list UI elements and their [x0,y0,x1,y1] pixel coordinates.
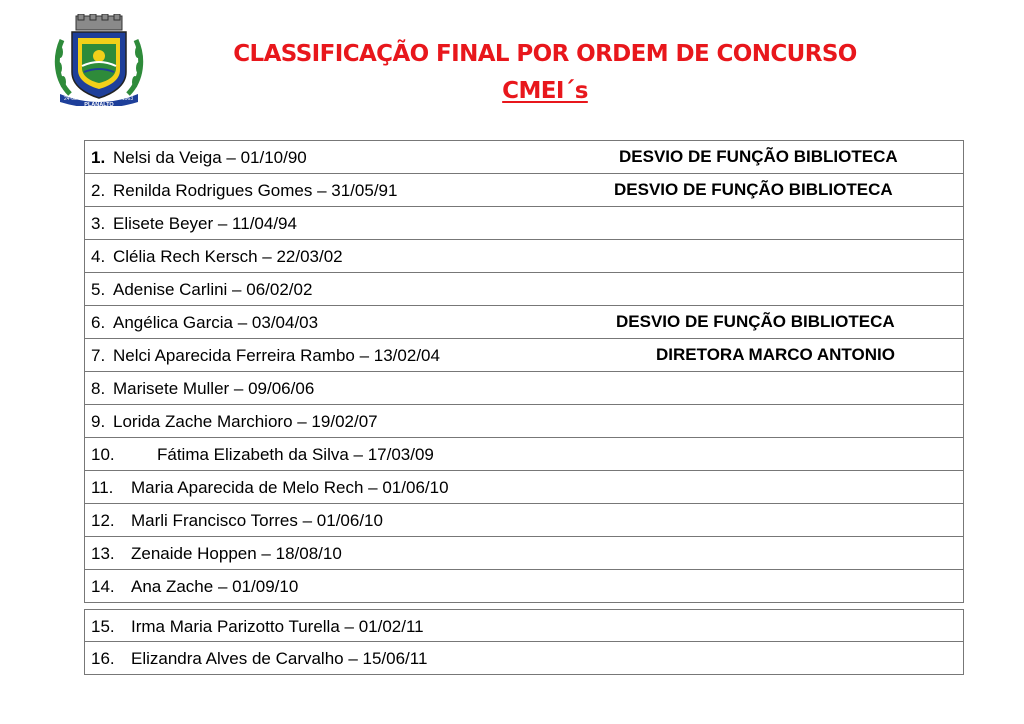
candidate-name: Clélia Rech Kersch – 22/03/02 [113,247,343,266]
table-row [84,438,964,471]
table-row [84,405,964,438]
table-row [84,570,964,603]
table-row [84,140,964,174]
table-row [84,642,964,675]
table-row [84,471,964,504]
candidate-name: Elizandra Alves de Carvalho – 15/06/11 [131,649,428,668]
table-row [84,306,964,339]
rank-number: 8. [91,379,106,398]
table-row [84,609,964,642]
candidate-name: Nelsi da Veiga – 01/10/90 [113,148,307,167]
table-row [84,339,964,372]
rank-number: 1. [91,148,106,167]
rank-number: 5. [91,280,106,299]
page-subtitle-text: CMEI´s [502,78,588,104]
assignment-note: DESVIO DE FUNÇÃO BIBLIOTECA [614,180,893,199]
table-row [84,372,964,405]
rank-number: 13. [91,544,115,563]
table-row [84,174,964,207]
rank-number: 6. [91,313,106,332]
candidate-name: Irma Maria Parizotto Turella – 01/02/11 [131,617,424,636]
rank-number: 11. [91,478,114,497]
candidate-name: Maria Aparecida de Melo Rech – 01/06/10 [131,478,449,497]
rank-number: 7. [91,346,106,365]
candidate-name: Ana Zache – 01/09/10 [131,577,299,596]
table-row [84,504,964,537]
candidate-name: Angélica Garcia – 03/04/03 [113,313,319,332]
candidate-name: Zenaide Hoppen – 18/08/10 [131,544,342,563]
rank-number: 12. [91,511,115,530]
ranking-table [84,140,964,675]
assignment-note: DESVIO DE FUNÇÃO BIBLIOTECA [619,147,898,166]
rank-number: 15. [91,617,115,636]
candidate-name: Lorida Zache Marchioro – 19/02/07 [113,412,378,431]
candidate-name: Adenise Carlini – 06/02/02 [113,280,313,299]
rank-number: 14. [91,577,115,596]
rank-number: 9. [91,412,106,431]
municipal-crest-logo [54,14,144,106]
candidate-name: Marisete Muller – 09/06/06 [113,379,315,398]
candidate-name: Renilda Rodrigues Gomes – 31/05/91 [113,181,398,200]
rank-number: 2. [91,181,106,200]
candidate-name: Nelci Aparecida Ferreira Rambo – 13/02/04 [113,346,440,365]
table-row [84,207,964,240]
page-subtitle [150,77,940,105]
rank-number: 4. [91,247,106,266]
crest-year-right: 1963 [122,96,134,102]
page-title: CLASSIFICAÇÃO FINAL POR ORDEM DE CONCURSO [233,41,857,67]
candidate-name: Fátima Elizabeth da Silva – 17/03/09 [157,445,434,464]
assignment-note: DIRETORA MARCO ANTONIO [656,345,895,364]
candidate-name: Elisete Beyer – 11/04/94 [113,214,297,233]
table-row [84,537,964,570]
crest-ribbon-text: PLANALTO [84,102,114,106]
table-row [84,240,964,273]
rank-number: 3. [91,214,106,233]
candidate-name: Marli Francisco Torres – 01/06/10 [131,511,383,530]
assignment-note: DESVIO DE FUNÇÃO BIBLIOTECA [616,312,895,331]
crest-year-left: 24·05 [64,96,77,102]
rank-number: 10. [91,445,115,464]
rank-number: 16. [91,649,115,668]
table-row [84,273,964,306]
